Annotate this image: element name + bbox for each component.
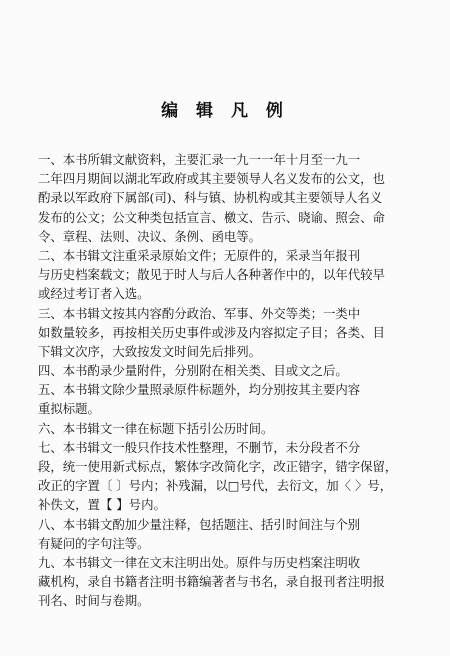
text-line: 下辑文次序，大致按发文时间先后排列。 [38, 343, 262, 359]
text-line: 一、本书所辑文献资料，主要汇录一九一一年十月至一九一 [38, 152, 361, 167]
text-line: 五、本书辑文除少量照录原件标题外，均分别按其主要内容 [38, 382, 361, 398]
text-line: 九、本书辑文一律在文末注明出处。原件与历史档案注明收 [38, 554, 361, 570]
paragraph-2 [38, 246, 416, 304]
text-line: 如数量较多，再按相关历史事件或涉及内容拟定子目；各类、目 [38, 324, 385, 340]
paragraph-4 [38, 361, 416, 380]
text-line: 段，统一使用新式标点，繁体字改简化字，改正错字，错字保留， [38, 459, 398, 474]
text-line: 六、本书辑文一律在标题下括引公历时间。 [38, 420, 274, 436]
document-body [38, 150, 416, 611]
text-line: 二年四月期间以湖北军政府或其主要领导人名义发布的公文，也 [38, 171, 385, 187]
text-line: 三、本书辑文按其内容酌分政治、军事、外交等类；一类中 [38, 305, 361, 321]
text-line: 四、本书酌录少量附件，分别附在相关类、目或文之后。 [38, 363, 348, 379]
paragraph-8 [38, 515, 416, 553]
text-line: 发布的公文；公文种类包括宣言、檄文、告示、晓谕、照会、命 [38, 209, 385, 225]
page-title: 编 辑 凡 例 [161, 101, 289, 121]
text-line: 改正的字置〔 〕号内；补残漏，以□号代，去衍文，加〈 〉号， [38, 478, 393, 494]
text-line: 刊名、时间与卷期。 [38, 593, 150, 609]
paragraph-3 [38, 304, 416, 362]
text-line: 七、本书辑文一般只作技术性整理，不删节，未分段者不分 [38, 439, 361, 455]
text-line: 令、章程、法则、决议、条例、函电等。 [38, 228, 262, 244]
text-line: 酌录以军政府下属部(司)、科与镇、协机构或其主要领导人名义 [38, 190, 383, 206]
text-line: 藏机构，录自书籍者注明书籍编著者与书名，录自报刊者注明报 [38, 574, 385, 590]
text-line: 有疑问的字句注等。 [38, 535, 150, 551]
paragraph-6 [38, 419, 416, 438]
text-line: 或经过考订者入选。 [38, 286, 150, 302]
paragraph-1 [38, 150, 416, 246]
text-line: 二、本书辑文注重采录原始文件；无原件的，采录当年报刊 [38, 247, 361, 263]
paragraph-9 [38, 553, 416, 611]
text-line: 与历史档案载文；散见于时人与后人各种著作中的，以年代较早 [38, 267, 385, 283]
paragraph-7 [38, 438, 416, 515]
text-line: 八、本书辑文酌加少量注释，包括题注、括引时间注与个别 [38, 516, 361, 532]
text-line: 重拟标题。 [38, 401, 100, 417]
text-line: 补佚文，置【 】号内。 [38, 497, 166, 513]
paragraph-5 [38, 380, 416, 418]
